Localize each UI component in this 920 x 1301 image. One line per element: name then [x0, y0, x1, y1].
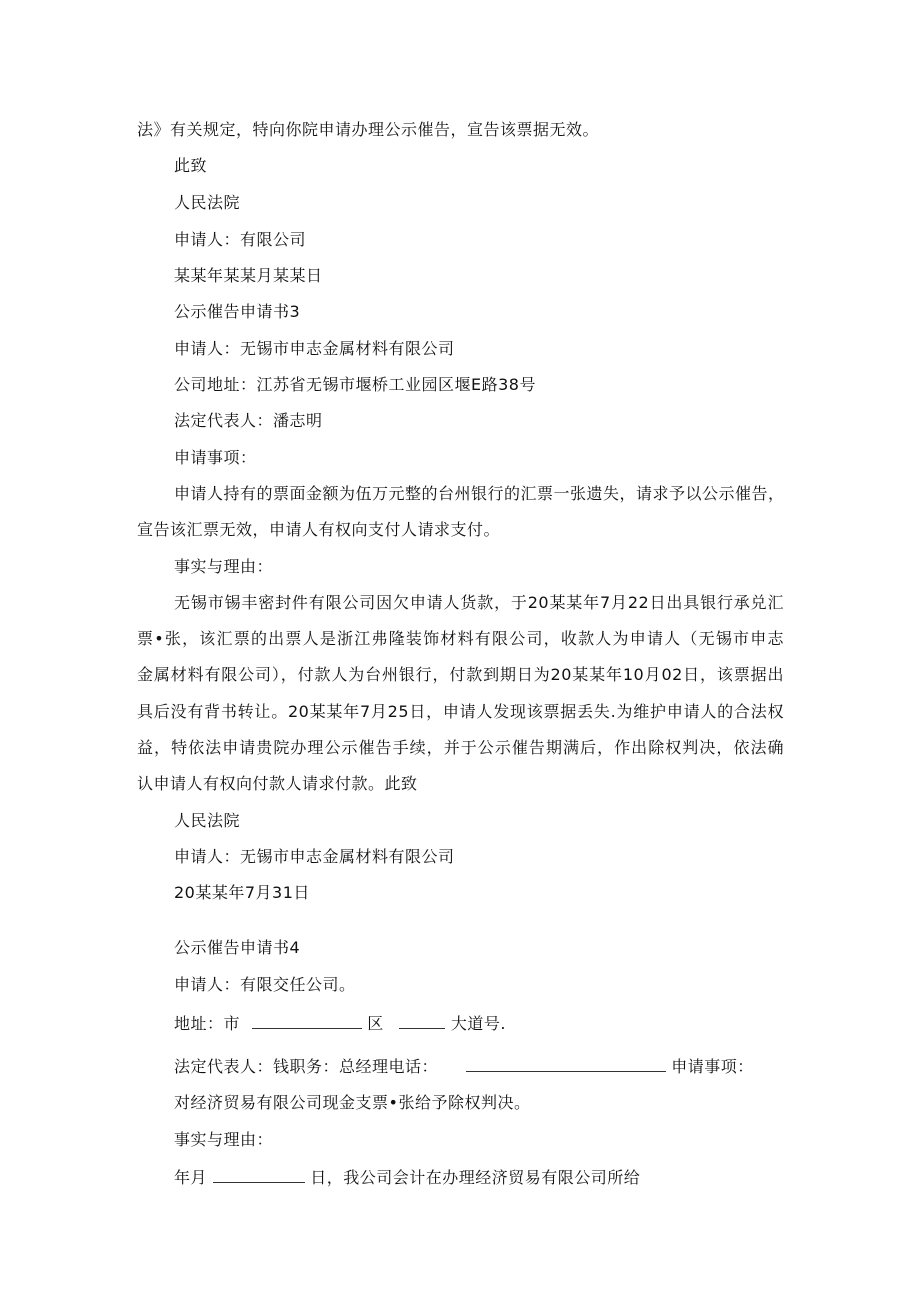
date-suffix: 日，我公司会计在办理经济贸易有限公司所给: [310, 1168, 641, 1187]
text-line: 人民法院: [174, 193, 241, 212]
text-line: 申请人：无锡市申志金属材料有限公司: [174, 847, 455, 866]
section-title: 公示催告申请书3: [174, 302, 301, 321]
address-line: [174, 1012, 506, 1035]
paragraph-line: 宣告该汇票无效，申请人有权向支付人请求支付。: [137, 520, 501, 539]
paragraph-line: 票•张，该汇票的出票人是浙江弗隆装饰材料有限公司，收款人为申请人（无锡市申志: [137, 629, 784, 648]
date-line: [174, 1166, 640, 1189]
paragraph-line: 具后没有背书转让。20某某年7月25日，申请人发现该票据丢失.为维护申请人的合法权: [137, 702, 784, 721]
text-line: 申请人：无锡市申志金属材料有限公司: [174, 339, 455, 358]
road-blank[interactable]: [399, 1012, 445, 1029]
date-prefix: 年月: [174, 1168, 208, 1187]
text-line: 某某年某某月某某日: [174, 266, 323, 285]
rep-prefix: 法定代表人：钱职务：总经理电话：: [174, 1057, 439, 1076]
address-prefix: 地址：市: [174, 1014, 241, 1033]
text-line: 申请人：有限公司: [174, 230, 307, 249]
paragraph-line: 无锡市锡丰密封件有限公司因欠申请人货款，于20某某年7月22日出具银行承兑汇: [174, 593, 784, 612]
city-blank[interactable]: [252, 1012, 362, 1029]
representative-line: [174, 1055, 754, 1078]
address-suffix: 大道号.: [450, 1014, 506, 1033]
text-line: 申请人：有限交任公司。: [174, 975, 356, 994]
text-line: 法定代表人：潘志明: [174, 411, 323, 430]
text-line: 申请事项：: [174, 448, 257, 467]
text-line: 法》有关规定，特向你院申请办理公示催告，宣告该票据无效。: [137, 120, 600, 139]
text-line: 对经济贸易有限公司现金支票•张给予除权判决。: [174, 1093, 531, 1112]
paragraph-line: 申请人持有的票面金额为伍万元整的台州银行的汇票一张遗失，请求予以公示催告，: [174, 484, 785, 503]
date-blank[interactable]: [213, 1166, 305, 1183]
section-title: 公示催告申请书4: [174, 938, 301, 957]
paragraph-line: 认申请人有权向付款人请求付款。此致: [137, 774, 418, 793]
text-line: 20某某年7月31日: [174, 883, 310, 902]
text-line: 事实与理由：: [174, 1130, 274, 1149]
text-line: 事实与理由：: [174, 557, 274, 576]
paragraph-line: 益，特依法申请贵院办理公示催告手续，并于公示催告期满后，作出除权判决，依法确: [137, 738, 784, 757]
address-district: 区: [367, 1014, 384, 1033]
phone-blank[interactable]: [466, 1055, 666, 1072]
text-line: 公司地址：江苏省无锡市堰桥工业园区堰E路38号: [174, 375, 536, 394]
text-line: 人民法院: [174, 811, 241, 830]
paragraph-line: 金属材料有限公司），付款人为台州银行，付款到期日为20某某年10月02日，该票据出: [137, 665, 784, 684]
rep-suffix: 申请事项：: [671, 1057, 754, 1076]
text-line: 此致: [174, 156, 208, 175]
